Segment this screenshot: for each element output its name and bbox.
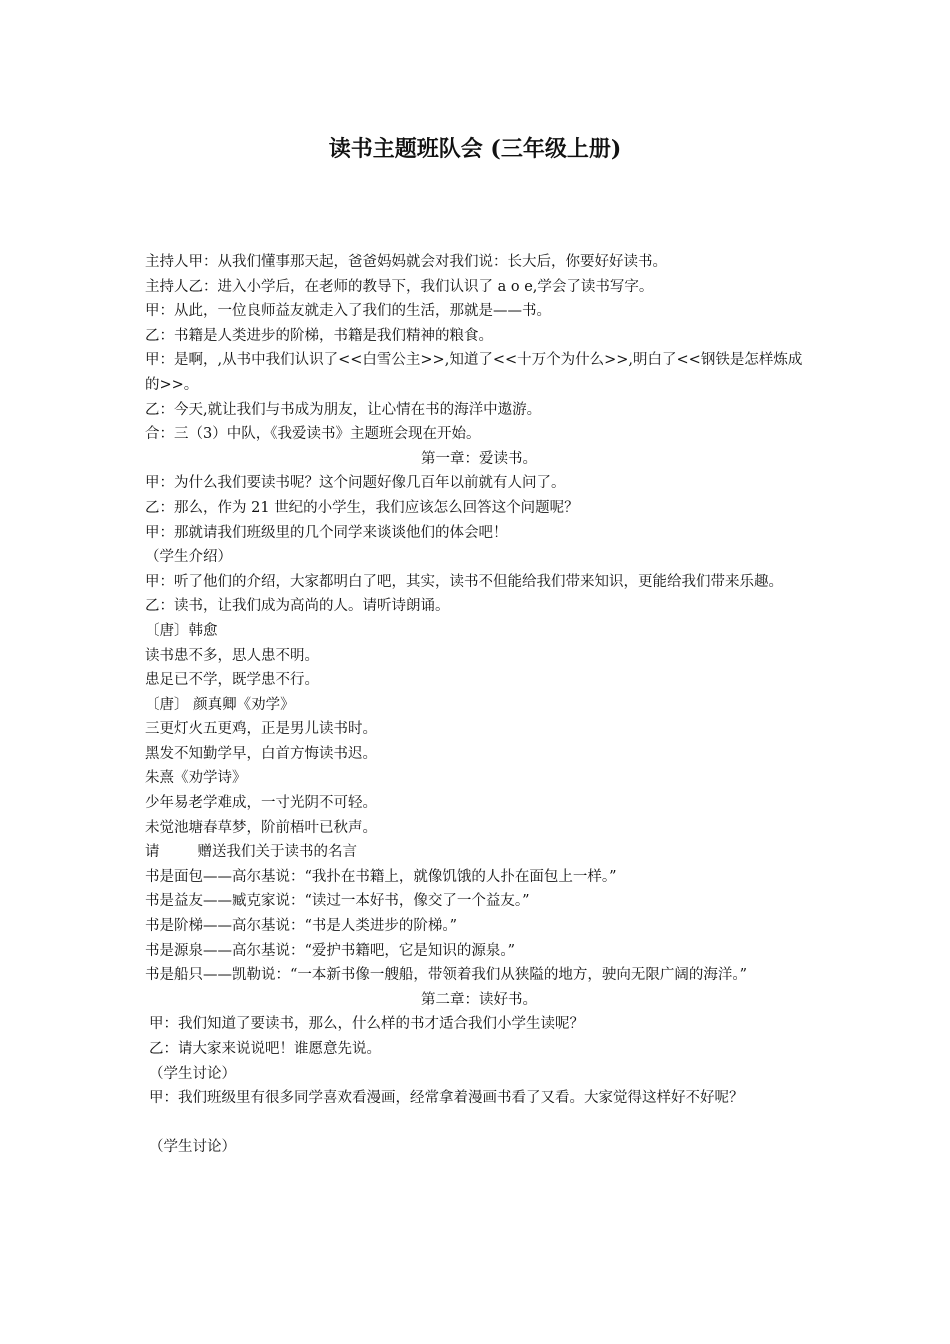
document-body	[145, 250, 813, 1160]
quote-line: 书是面包——高尔基说：“我扑在书籍上，就像饥饿的人扑在面包上一样。”	[145, 868, 617, 885]
paragraph: 甲：是啊，,从书中我们认识了<<白雪公主>>,知道了<<十万个为什么>>,明白了<<钢铁是怎样炼成的>>。	[145, 352, 803, 393]
paragraph: （学生讨论）	[149, 1139, 236, 1156]
poem-line: 读书患不多，思人患不明。	[145, 647, 319, 664]
paragraph: 乙：请大家来说说吧！谁愿意先说。	[149, 1041, 381, 1057]
quote-line: 书是源泉——高尔基说：“爱护书籍吧，它是知识的源泉。”	[145, 942, 516, 959]
quote-line: 书是益友——臧克家说：“读过一本好书，像交了一个益友。”	[145, 893, 530, 910]
paragraph: 甲：我们知道了要读书，那么，什么样的书才适合我们小学生读呢？	[149, 1016, 584, 1033]
text-fragment: 请	[145, 844, 160, 861]
poem-line: 未觉池塘春草梦，阶前梧叶已秋声。	[145, 819, 377, 836]
blank-line	[145, 1111, 813, 1136]
poem-line: 少年易老学难成，一寸光阴不可轻。	[145, 795, 377, 812]
poem-line: 患足已不学，既学患不行。	[145, 672, 319, 689]
paragraph: 乙：读书，让我们成为高尚的人。请听诗朗诵。	[145, 598, 450, 615]
document-title: 读书主题班队会 (三年级上册)	[328, 136, 622, 162]
chapter-heading: 第一章：爱读书。	[421, 450, 537, 467]
poem-author: 〔唐〕韩愈	[145, 622, 218, 639]
paragraph: 甲：从此，一位良师益友就走入了我们的生活，那就是——书。	[145, 303, 551, 320]
paragraph: 合：三（3）中队，《我爱读书》主题班会现在开始。	[145, 426, 481, 443]
quote-line: 书是阶梯——高尔基说：“书是人类进步的阶梯。”	[145, 918, 458, 935]
poem-author: 〔唐〕 颜真卿《劝学》	[145, 696, 295, 713]
poem-line: 黑发不知勤学早，白首方悔读书迟。	[145, 745, 377, 762]
paragraph: 主持人乙：进入小学后，在老师的教导下，我们认识了 a o e,学会了读书写字。	[145, 278, 654, 295]
paragraph: 甲：为什么我们要读书呢？这个问题好像几百年以前就有人问了。	[145, 475, 566, 492]
poem-line: 三更灯火五更鸡，正是男儿读书时。	[145, 721, 377, 738]
paragraph: 乙：书籍是人类进步的阶梯，书籍是我们精神的粮食。	[145, 327, 493, 344]
paragraph: 甲：听了他们的介绍，大家都明白了吧，其实，读书不但能给我们带来知识，更能给我们带来乐趣。	[145, 573, 783, 590]
paragraph: （学生介绍）	[145, 549, 232, 566]
paragraph: 乙：今天,就让我们与书成为朋友，让心情在书的海洋中遨游。	[145, 401, 542, 418]
paragraph: 甲：那就请我们班级里的几个同学来谈谈他们的体会吧！	[145, 524, 508, 541]
poem-author: 朱熹《劝学诗》	[145, 770, 247, 787]
chapter-heading: 第二章：读好书。	[421, 991, 537, 1008]
text-fragment: 赠送我们关于读书的名言	[197, 844, 357, 861]
paragraph: （学生讨论）	[149, 1065, 236, 1082]
paragraph	[145, 840, 813, 865]
paragraph: 乙：那么，作为 21 世纪的小学生，我们应该怎么回答这个问题呢？	[145, 499, 579, 516]
paragraph: 甲：我们班级里有很多同学喜欢看漫画，经常拿着漫画书看了又看。大家觉得这样好不好呢？	[149, 1090, 744, 1107]
quote-line: 书是船只——凯勒说：“一本新书像一艘船，带领着我们从狭隘的地方，驶向无限广阔的海洋。”	[145, 967, 748, 984]
paragraph: 主持人甲：从我们懂事那天起，爸爸妈妈就会对我们说：长大后，你要好好读书。	[145, 254, 667, 270]
